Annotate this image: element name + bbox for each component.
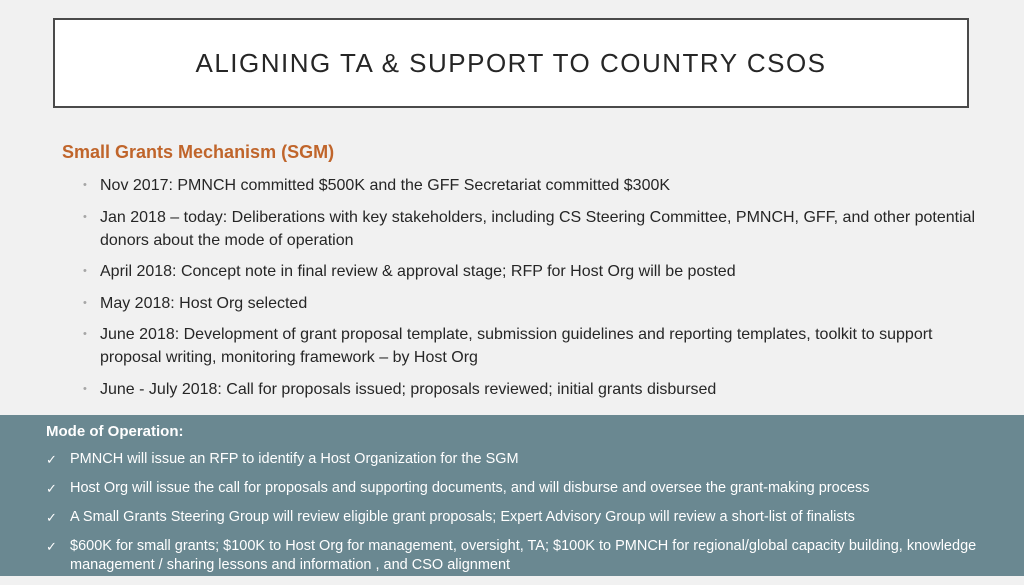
timeline-item	[80, 323, 980, 369]
bullet-icon: •	[83, 328, 87, 340]
slide-title: ALIGNING TA & SUPPORT TO COUNTRY CSOS	[195, 47, 827, 78]
checkmark-icon: ✓	[46, 481, 57, 496]
timeline-item	[80, 378, 980, 401]
mode-of-operation-list	[46, 450, 1006, 585]
bullet-icon: •	[83, 210, 87, 223]
checkmark-icon: ✓	[46, 539, 57, 554]
slide-title-box	[53, 18, 969, 108]
mode-item	[46, 537, 1006, 575]
timeline-item	[80, 292, 980, 315]
timeline-item	[80, 206, 980, 252]
mode-of-operation-heading: Mode of Operation:	[46, 423, 184, 440]
timeline-item-text: June - July 2018: Call for proposals issued; proposals reviewed; initial grants disbursed	[100, 380, 717, 398]
bullet-icon: •	[83, 179, 87, 191]
mode-item-text: $600K for small grants; $100K to Host Org for management, oversight, TA; $100K to PMNCH for regional/global capacity building, knowledge management / sharing lessons and information , and CSO alignment	[70, 538, 977, 573]
timeline-item-text: April 2018: Concept note in final review & approval stage; RFP for Host Org will be posted	[100, 263, 736, 280]
timeline-item	[80, 260, 980, 283]
checkmark-icon: ✓	[46, 510, 57, 525]
mode-item-text: Host Org will issue the call for proposals and supporting documents, and will disburse and oversee the grant-making process	[70, 480, 870, 496]
timeline-item-text: May 2018: Host Org selected	[100, 294, 308, 312]
bullet-icon: •	[83, 382, 87, 395]
mode-item	[46, 508, 1006, 527]
timeline-item-text: Nov 2017: PMNCH committed $500K and the GFF Secretariat committed $300K	[100, 177, 671, 194]
mode-item-text: PMNCH will issue an RFP to identify a Host Organization for the SGM	[70, 451, 519, 467]
timeline-item	[80, 174, 980, 197]
timeline-item-text: Jan 2018 – today: Deliberations with key stakeholders, including CS Steering Committee, PMNCH, GFF, and other potential donors about the mode of operation	[100, 208, 976, 249]
sgm-timeline-list	[80, 174, 980, 409]
checkmark-icon: ✓	[46, 452, 57, 467]
mode-item	[46, 450, 1006, 469]
bullet-icon: •	[83, 265, 87, 277]
bullet-icon: •	[83, 296, 87, 309]
mode-item-text: A Small Grants Steering Group will review eligible grant proposals; Expert Advisory Group will review a short-list of finalists	[70, 509, 855, 525]
sgm-heading: Small Grants Mechanism (SGM)	[62, 142, 335, 162]
timeline-item-text: June 2018: Development of grant proposal template, submission guidelines and reporting templates, toolkit to support proposal writing, monitoring framework – by Host Org	[100, 326, 933, 366]
mode-item	[46, 479, 1006, 498]
mode-of-operation-panel	[0, 415, 1024, 576]
